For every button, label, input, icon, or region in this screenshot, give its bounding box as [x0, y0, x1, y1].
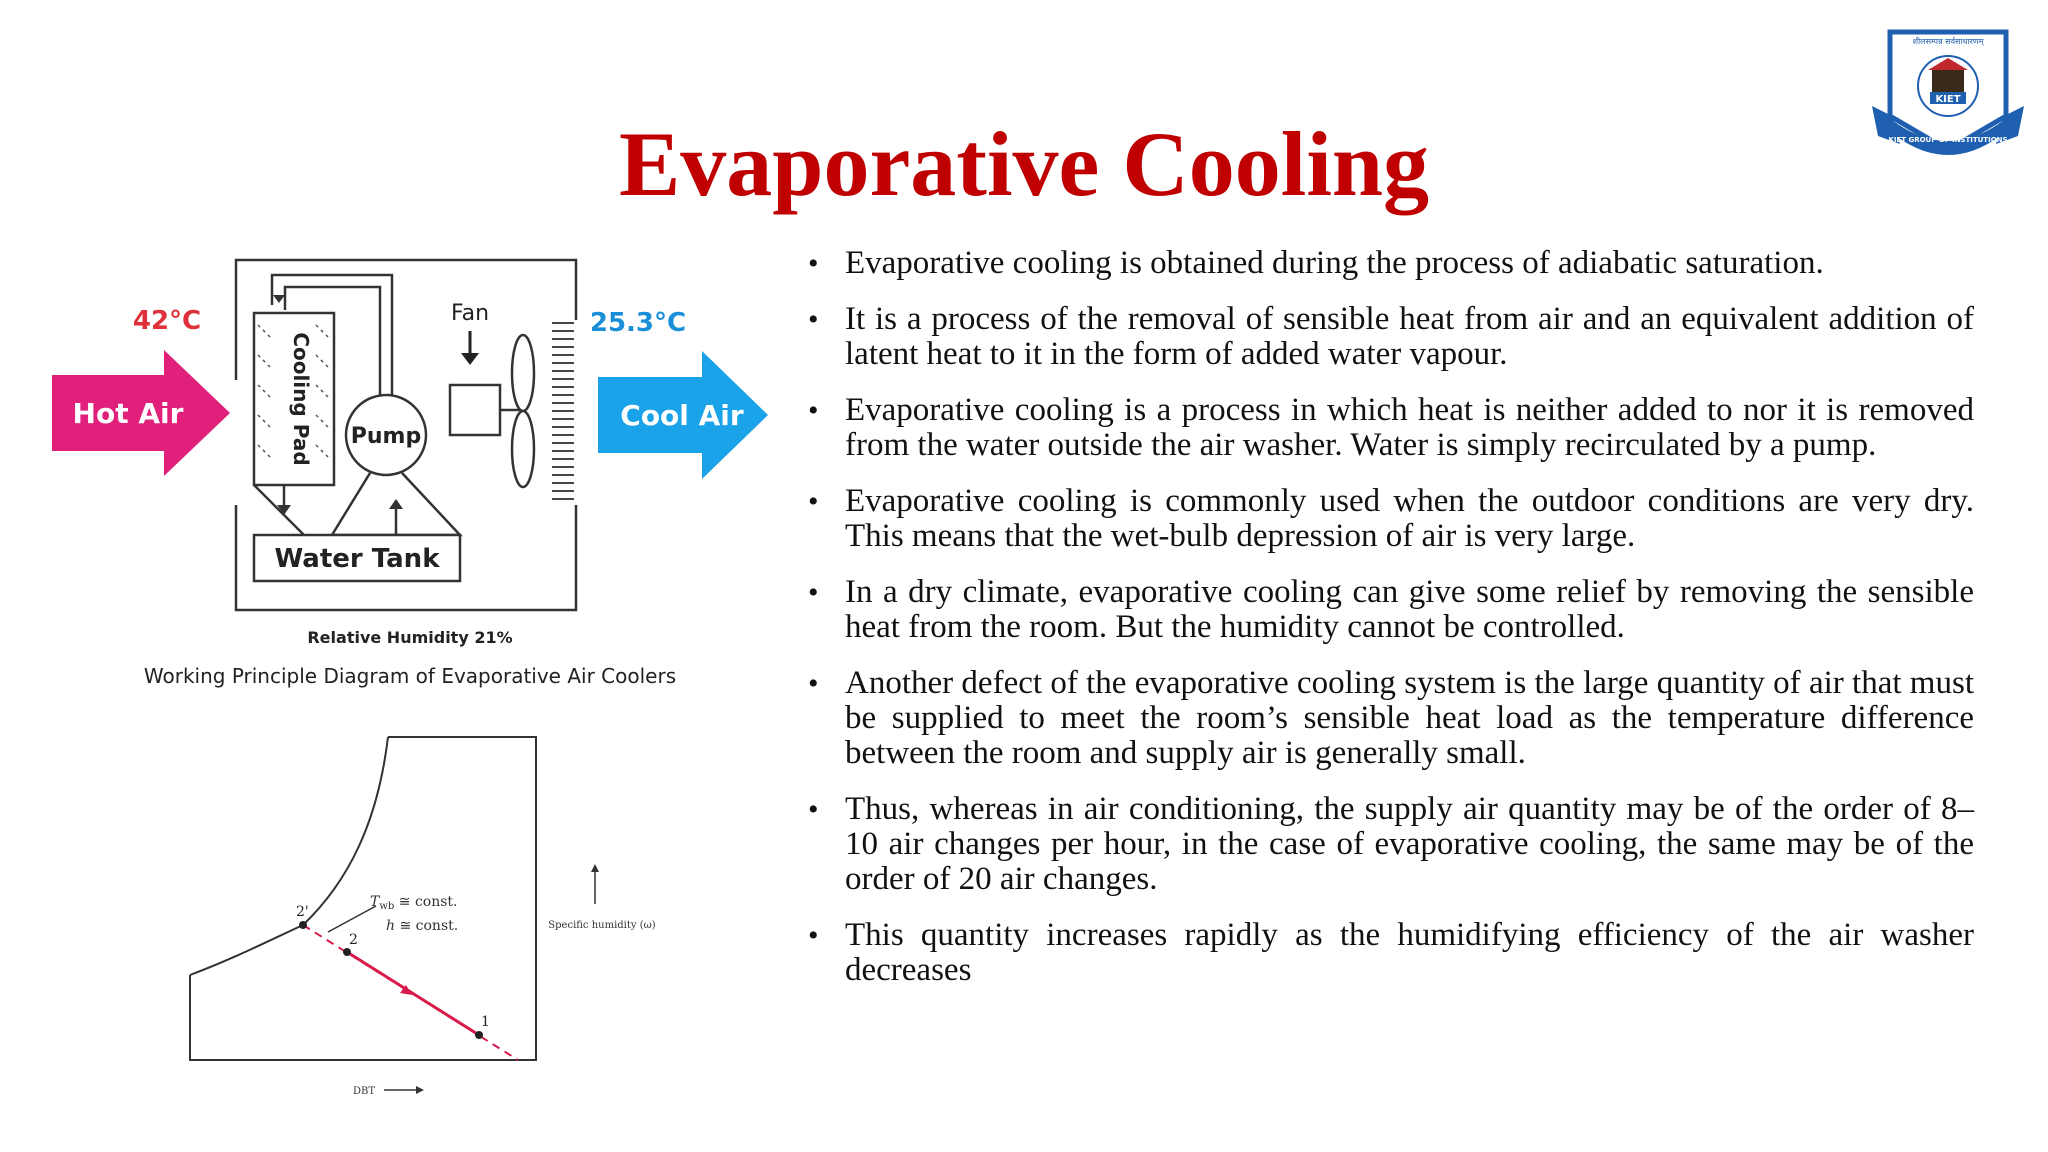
- bullet-item: [808, 792, 1974, 897]
- fan-motor: [450, 385, 500, 435]
- grille: [552, 323, 574, 499]
- bullet-text: Evaporative cooling is a process in which heat is neither added to nor it is removed from the water outside the air washer. Water is simply recirculated by a pump.: [845, 392, 1974, 463]
- chart-frame: [190, 737, 536, 1060]
- saturation-curve: [190, 737, 388, 975]
- bullet-dot: •: [808, 247, 819, 280]
- hot-air-temperature: 42°C: [132, 306, 202, 336]
- h-const-label: h ≅ const.: [386, 918, 459, 934]
- bullet-item: [808, 246, 1974, 281]
- bullet-item: [808, 484, 1974, 554]
- point-2-label: 2: [349, 932, 358, 948]
- state-point-1: [475, 1031, 483, 1039]
- bullet-dot: •: [808, 667, 819, 700]
- state-point-2: [343, 948, 351, 956]
- cool-air-label: Cool Air: [620, 399, 744, 432]
- logo-ring-text: KIET GROUP OF INSTITUTIONS: [1888, 136, 2008, 144]
- bullet-item: [808, 393, 1974, 463]
- hot-air-label: Hot Air: [72, 397, 184, 430]
- diagram-caption: Working Principle Diagram of Evaporative Air Coolers: [143, 664, 677, 688]
- bullet-dot: •: [808, 485, 819, 518]
- pump-label: Pump: [350, 424, 422, 449]
- y-axis-label: Specific humidity (ω): [548, 920, 656, 931]
- bullet-dot: •: [808, 394, 819, 427]
- bullet-list: [808, 246, 1974, 1009]
- bullet-text: It is a process of the removal of sensible heat from air and an equivalent addition of latent heat to it in the form of added water vapour.: [845, 301, 1974, 372]
- slide-title: Evaporative Cooling: [618, 113, 1430, 215]
- water-tank-label: Water Tank: [274, 544, 440, 574]
- cooling-pad-label: Cooling Pad: [289, 332, 313, 466]
- logo-center-text: KIET: [1935, 94, 1961, 105]
- bullet-text: Thus, whereas in air conditioning, the supply air quantity may be of the order of 8–10 air changes per hour, in the case of evaporative cooling, the same may be of the order of 20 air changes.: [845, 791, 1974, 897]
- bullet-item: [808, 302, 1974, 372]
- bullet-item: [808, 575, 1974, 645]
- point-2prime-label: 2': [296, 904, 309, 920]
- bullet-text: Evaporative cooling is commonly used when the outdoor conditions are very dry. This means that the wet-bulb depression of air is very large.: [845, 483, 1974, 554]
- cool-air-temperature: 25.3°C: [589, 308, 687, 338]
- state-point-2prime: [299, 921, 307, 929]
- bullet-text: Another defect of the evaporative cooling system is the large quantity of air that must be supplied to meet the room’s sensible heat load as the temperature difference between the room and supply air is generally small.: [845, 665, 1974, 771]
- bullet-dot: •: [808, 793, 819, 826]
- bullet-text: In a dry climate, evaporative cooling can give some relief by removing the sensible heat from the room. But the humidity cannot be controlled.: [845, 574, 1974, 645]
- fan-blade: [512, 335, 534, 411]
- fan-label: Fan: [450, 301, 490, 326]
- psychrometric-diagram: [150, 720, 680, 1100]
- bullet-item: [808, 918, 1974, 988]
- logo-top-text: शीलसम्पन्न सर्वसाधारणम्: [1912, 37, 1984, 46]
- bullet-text: This quantity increases rapidly as the humidifying efficiency of the air washer decreases: [845, 917, 1974, 988]
- point-1-label: 1: [481, 1014, 490, 1030]
- relative-humidity-label: Relative Humidity 21%: [307, 628, 513, 647]
- kiet-logo: [1870, 24, 2026, 164]
- bullet-text: Evaporative cooling is obtained during the process of adiabatic saturation.: [845, 245, 1824, 281]
- x-axis-label: DBT: [352, 1086, 376, 1097]
- process-line: [347, 952, 479, 1035]
- bullet-dot: •: [808, 919, 819, 952]
- twb-const-label: $T_{wb}$ ≅ const.: [370, 894, 458, 912]
- bullet-dot: •: [808, 576, 819, 609]
- bullet-dot: •: [808, 303, 819, 336]
- bullet-item: [808, 666, 1974, 771]
